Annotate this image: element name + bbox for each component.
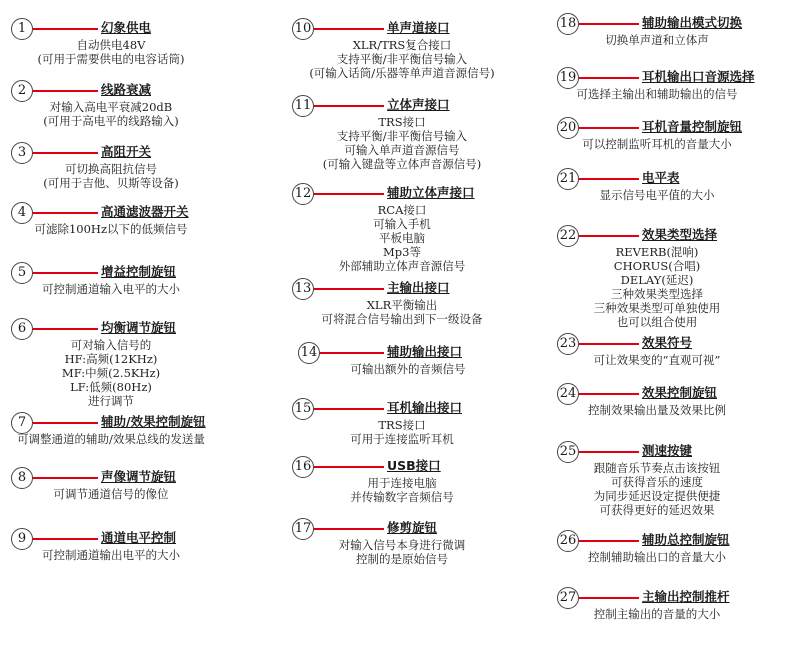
description-line: 可控制通道输入电平的大小 xyxy=(42,282,180,296)
description-line: 跟随音乐节奏点击该按钮 xyxy=(593,461,721,475)
callout-line xyxy=(33,538,98,540)
callout-line xyxy=(33,212,98,214)
description-line: MF:中频(2.5KHz) xyxy=(61,366,161,380)
description-line: 可输出额外的音频信号 xyxy=(350,362,466,376)
item-title: USB接口 xyxy=(387,458,441,473)
description-line: 支持平衡/非平衡信号输入 xyxy=(336,129,468,143)
item-description xyxy=(38,38,185,66)
description-line: TRS接口 xyxy=(378,115,426,129)
callout-line xyxy=(579,235,639,237)
description-line: 可滤除100Hz以下的低频信号 xyxy=(34,222,188,236)
description-line: (可用于需要供电的电容话筒) xyxy=(37,52,185,66)
description-line: 也可以组合使用 xyxy=(616,315,698,329)
description-line: 可选择主输出和辅助输出的信号 xyxy=(576,87,738,101)
description-line: 为同步延迟设定提供便捷 xyxy=(593,489,721,503)
description-line: XLR平衡输出 xyxy=(366,298,438,312)
number-badge: 1 xyxy=(11,18,33,40)
item-description xyxy=(309,38,494,80)
description-line: 对输入高电平衰减20dB xyxy=(49,100,173,114)
callout-line xyxy=(33,477,98,479)
number-badge: 26 xyxy=(557,530,579,552)
item-title: 耳机音量控制旋钮 xyxy=(642,119,743,134)
description-line: LF:低频(80Hz) xyxy=(70,380,152,394)
callout-line xyxy=(579,23,639,25)
item-description xyxy=(594,607,721,621)
description-line: 可输入手机 xyxy=(373,217,431,231)
item-title: 耳机输出口音源选择 xyxy=(642,69,755,84)
description-line: DELAY(延迟) xyxy=(620,273,694,287)
number-badge: 16 xyxy=(292,456,314,478)
item-title: 效果控制旋钮 xyxy=(642,385,718,400)
item-title: 主输出控制推杆 xyxy=(642,589,730,604)
description-line: 控制效果输出量及效果比例 xyxy=(588,403,726,417)
item-title: 通道电平控制 xyxy=(101,530,177,545)
item-title: 线路衰减 xyxy=(101,82,152,97)
number-badge: 24 xyxy=(557,383,579,405)
description-line: (可用于吉他、贝斯等设备) xyxy=(43,176,179,190)
item-description xyxy=(43,162,178,190)
description-line: 并传输数字音频信号 xyxy=(350,490,454,504)
description-line: 进行调节 xyxy=(87,394,134,408)
item-title: 耳机输出接口 xyxy=(387,400,463,415)
description-line: 可让效果变的“直观可视” xyxy=(593,353,721,367)
item-description xyxy=(54,487,169,501)
description-line: 平板电脑 xyxy=(379,231,425,245)
item-description xyxy=(588,550,726,564)
callout-line xyxy=(314,105,384,107)
description-line: 可用于连接监听耳机 xyxy=(350,432,454,446)
item-title: 立体声接口 xyxy=(387,97,450,112)
item-description xyxy=(594,461,721,517)
item-title: 辅助立体声接口 xyxy=(387,185,475,200)
description-line: 可调节通道信号的像位 xyxy=(53,487,169,501)
description-line: 可调整通道的辅助/效果总线的发送量 xyxy=(17,432,205,446)
description-line: 可获得更好的延迟效果 xyxy=(599,503,715,517)
number-badge: 12 xyxy=(292,183,314,205)
item-title: 高阻开关 xyxy=(101,144,152,159)
callout-line xyxy=(579,343,639,345)
item-description xyxy=(600,188,715,202)
callout-line xyxy=(314,408,384,410)
item-title: 主输出接口 xyxy=(387,280,450,295)
description-line: 可将混合信号输出到下一级设备 xyxy=(321,312,483,326)
callout-line xyxy=(579,178,639,180)
description-line: (可输入键盘等立体声音源信号) xyxy=(322,157,482,171)
description-line: 支持平衡/非平衡信号输入 xyxy=(336,52,468,66)
callout-line xyxy=(579,597,639,599)
description-line: (可用于高电平的线路输入) xyxy=(43,114,179,128)
callout-line xyxy=(314,28,384,30)
item-title: 测速按键 xyxy=(642,443,693,458)
item-title: 辅助/效果控制旋钮 xyxy=(101,414,206,429)
number-badge: 18 xyxy=(557,13,579,35)
description-line: 可获得音乐的速度 xyxy=(611,475,703,489)
number-badge: 11 xyxy=(292,95,314,117)
number-badge: 10 xyxy=(292,18,314,40)
description-line: HF:高频(12KHz) xyxy=(64,352,158,366)
callout-line xyxy=(579,451,639,453)
item-description xyxy=(582,137,732,151)
number-badge: 21 xyxy=(557,168,579,190)
callout-line xyxy=(33,152,98,154)
description-line: REVERB(混响) xyxy=(615,245,699,259)
description-line: 可对输入信号的 xyxy=(70,338,152,352)
number-badge: 3 xyxy=(11,142,33,164)
item-description xyxy=(351,362,466,376)
number-badge: 4 xyxy=(11,202,33,224)
number-badge: 23 xyxy=(557,333,579,355)
item-description xyxy=(577,87,738,101)
description-line: 可输入单声道音源信号 xyxy=(344,143,460,157)
description-line: 三种效果类型选择 xyxy=(611,287,703,301)
number-badge: 22 xyxy=(557,225,579,247)
description-line: 控制主输出的音量的大小 xyxy=(593,607,721,621)
description-line: 控制的是原始信号 xyxy=(356,552,448,566)
item-description xyxy=(323,115,481,171)
number-badge: 6 xyxy=(11,318,33,340)
number-badge: 14 xyxy=(298,342,320,364)
item-description xyxy=(588,403,726,417)
item-description xyxy=(42,282,180,296)
item-title: 幻象供电 xyxy=(101,20,152,35)
item-title: 效果类型选择 xyxy=(642,227,718,242)
item-description xyxy=(594,353,721,367)
number-badge: 25 xyxy=(557,441,579,463)
item-title: 辅助输出模式切换 xyxy=(642,15,743,30)
description-line: Mp3等 xyxy=(383,245,421,259)
description-line: 可以控制监听耳机的音量大小 xyxy=(582,137,732,151)
callout-line xyxy=(314,466,384,468)
number-badge: 15 xyxy=(292,398,314,420)
item-description xyxy=(17,432,205,446)
item-description xyxy=(34,222,187,236)
item-description xyxy=(605,33,709,47)
number-badge: 19 xyxy=(557,67,579,89)
description-line: (可输入话筒/乐器等单声道音源信号) xyxy=(309,66,495,80)
number-badge: 7 xyxy=(11,412,33,434)
callout-line xyxy=(579,393,639,395)
item-title: 修剪旋钮 xyxy=(387,520,438,535)
number-badge: 5 xyxy=(11,262,33,284)
item-description xyxy=(339,538,466,566)
description-line: CHORUS(合唱) xyxy=(613,259,701,273)
item-title: 辅助总控制旋钮 xyxy=(642,532,730,547)
callout-line xyxy=(33,90,98,92)
item-title: 增益控制旋钮 xyxy=(101,264,177,279)
callout-line xyxy=(33,272,98,274)
callout-line xyxy=(320,352,384,354)
description-line: RCA接口 xyxy=(377,203,427,217)
callout-line xyxy=(314,193,384,195)
item-description xyxy=(594,245,721,329)
description-line: 可控制通道输出电平的大小 xyxy=(42,548,180,562)
item-description xyxy=(43,100,178,128)
number-badge: 17 xyxy=(292,518,314,540)
description-line: 可切换高阻抗信号 xyxy=(64,162,157,176)
item-description xyxy=(339,203,466,273)
callout-line xyxy=(33,422,98,424)
description-line: XLR/TRS复合接口 xyxy=(352,38,452,52)
description-line: 切换单声道和立体声 xyxy=(605,33,709,47)
item-title: 声像调节旋钮 xyxy=(101,469,177,484)
item-description xyxy=(322,298,483,326)
callout-line xyxy=(579,77,639,79)
callout-line xyxy=(314,528,384,530)
callout-line xyxy=(579,127,639,129)
description-line: TRS接口 xyxy=(378,418,426,432)
description-line: 三种效果类型可单独使用 xyxy=(593,301,721,315)
description-line: 显示信号电平值的大小 xyxy=(599,188,715,202)
number-badge: 27 xyxy=(557,587,579,609)
callout-line xyxy=(33,328,98,330)
item-description xyxy=(350,418,454,446)
description-line: 控制辅助输出口的音量大小 xyxy=(588,550,726,564)
number-badge: 2 xyxy=(11,80,33,102)
item-title: 效果符号 xyxy=(642,335,693,350)
callout-line xyxy=(579,540,639,542)
description-line: 外部辅助立体声音源信号 xyxy=(338,259,466,273)
item-title: 高通滤波器开关 xyxy=(101,204,189,219)
item-title: 均衡调节旋钮 xyxy=(101,320,177,335)
description-line: 用于连接电脑 xyxy=(367,476,437,490)
number-badge: 9 xyxy=(11,528,33,550)
description-line: 自动供电48V xyxy=(76,38,146,52)
item-description xyxy=(350,476,454,504)
item-title: 辅助输出接口 xyxy=(387,344,463,359)
item-title: 单声道接口 xyxy=(387,20,450,35)
item-description xyxy=(42,548,180,562)
number-badge: 8 xyxy=(11,467,33,489)
number-badge: 20 xyxy=(557,117,579,139)
callout-line xyxy=(314,288,384,290)
description-line: 对输入信号本身进行微调 xyxy=(338,538,466,552)
item-title: 电平表 xyxy=(642,170,680,185)
callout-line xyxy=(33,28,98,30)
item-description xyxy=(62,338,160,408)
number-badge: 13 xyxy=(292,278,314,300)
